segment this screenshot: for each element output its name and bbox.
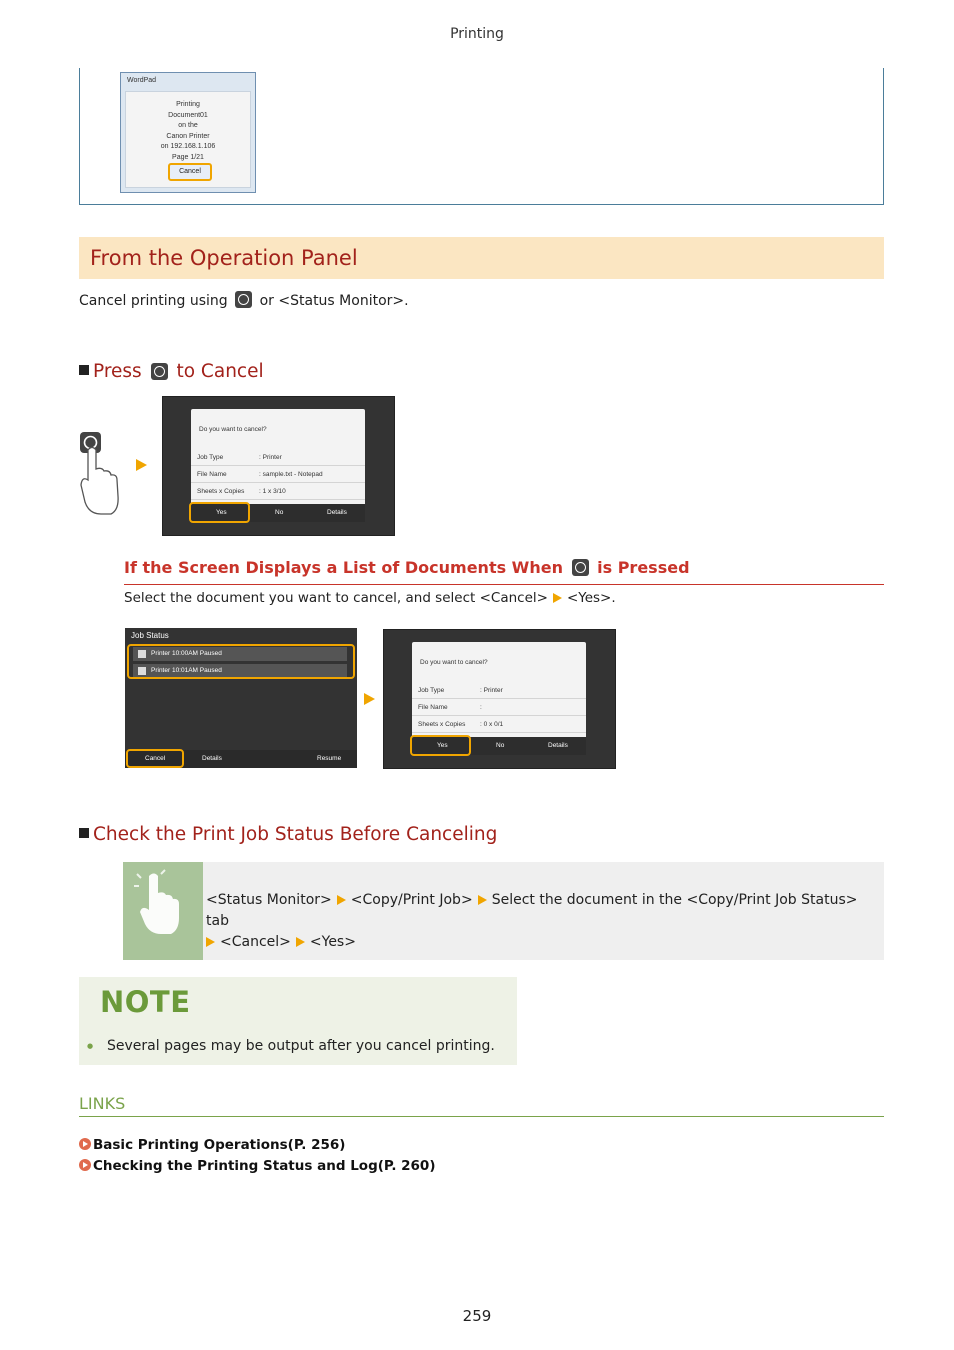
stop-icon: [572, 559, 589, 576]
wordpad-line: Canon Printer: [166, 132, 210, 140]
link-arrow-icon: [79, 1159, 91, 1171]
job-status-screen: [125, 628, 357, 768]
intro-text-2: or <Status Monitor>.: [259, 293, 409, 309]
arrow-right-icon: [337, 895, 346, 905]
job-row[interactable]: Printer 10:01AM Paused: [133, 664, 347, 678]
no-button[interactable]: No: [275, 509, 284, 516]
arrow-right-icon: [296, 937, 305, 947]
wordpad-dialog-body: [125, 91, 251, 188]
details-button[interactable]: Details: [327, 509, 347, 516]
yes-highlight: [189, 502, 250, 523]
link-basic-printing-operations[interactable]: Basic Printing Operations(P. 256): [79, 1137, 345, 1153]
intro-text-1: Cancel printing using: [79, 293, 228, 309]
job-row[interactable]: Printer 10:00AM Paused: [133, 647, 347, 661]
details-button[interactable]: Details: [548, 742, 568, 749]
list-instruction-text-2: <Yes>.: [566, 590, 616, 606]
intro-paragraph: [79, 291, 409, 309]
note-title: NOTE: [100, 985, 191, 1019]
press-to-cancel-heading: [79, 361, 264, 382]
wordpad-cancel-button: Cancel: [168, 163, 212, 181]
dialog-row: File Name :: [412, 700, 586, 716]
dialog-row: Job Type : Printer: [412, 683, 586, 699]
wordpad-line: Printing: [176, 101, 200, 108]
list-heading-text-1: If the Screen Displays a List of Documents When: [124, 558, 563, 577]
status-heading-text: Check the Print Job Status Before Canceling: [93, 824, 498, 845]
page-header: Printing: [450, 26, 504, 42]
cancel-button[interactable]: Cancel: [145, 755, 166, 762]
list-instruction-text-1: Select the document you want to cancel, and select <Cancel>: [124, 590, 548, 606]
arrow-right-icon: [478, 895, 487, 905]
arrow-right-icon: [136, 459, 147, 471]
list-instruction: [124, 590, 616, 606]
cancel-confirm-screen: [383, 629, 616, 769]
links-title: LINKS: [79, 1094, 884, 1117]
wordpad-line: Document01: [168, 111, 208, 119]
cancel-confirm-screen: [162, 396, 395, 536]
tap-hand-icon: [123, 862, 203, 960]
list-of-documents-heading: [124, 558, 884, 585]
note-box: [79, 977, 517, 1065]
yes-highlight: [410, 735, 471, 756]
section-bar: [79, 237, 884, 279]
link-arrow-icon: [79, 1138, 91, 1150]
operation-steps-box: [123, 862, 884, 960]
link-checking-printing-status[interactable]: Checking the Printing Status and Log(P. 260): [79, 1158, 436, 1174]
tap-hand-icon-panel: [123, 862, 203, 960]
press-heading-text-1: Press: [93, 361, 142, 382]
list-heading-text-2: is Pressed: [597, 558, 690, 577]
page-number: 259: [462, 1307, 492, 1325]
wordpad-printing-dialog: [120, 72, 256, 193]
cancel-question: Do you want to cancel?: [420, 659, 488, 666]
cancel-highlight: [126, 749, 184, 768]
square-bullet-icon: [79, 828, 89, 838]
job-status-title: Job Status: [131, 631, 169, 640]
cancel-question: Do you want to cancel?: [199, 426, 267, 433]
dialog-row: Sheets x Copies : 0 x 0/1: [412, 717, 586, 733]
stop-icon: [235, 291, 252, 308]
wordpad-line: Page 1/21: [172, 153, 204, 161]
operation-steps-text: <Status Monitor> <Copy/Print Job> Select the document in the <Copy/Print Job Status> tab <Cancel> <Yes>: [206, 892, 858, 950]
dialog-row: File Name : sample.txt - Notepad: [191, 467, 365, 483]
rows-highlight: [127, 644, 355, 679]
wordpad-line: on 192.168.1.106: [160, 143, 216, 150]
wordpad-dialog-title: WordPad: [127, 77, 157, 84]
yes-button[interactable]: Yes: [216, 509, 227, 516]
wordpad-line: on the: [178, 122, 198, 129]
check-status-heading: [79, 824, 497, 845]
dialog-row: Sheets x Copies : 1 x 3/10: [191, 484, 365, 500]
details-button[interactable]: Details: [202, 755, 222, 762]
dialog-row: Job Type : Printer: [191, 450, 365, 466]
note-item: ● Several pages may be output after you cancel printing.: [107, 1038, 495, 1054]
square-bullet-icon: [79, 365, 89, 375]
hand-pressing-stop-key-icon: [79, 430, 123, 518]
stop-icon: [151, 363, 168, 380]
yes-button[interactable]: Yes: [437, 742, 448, 749]
section-title: From the Operation Panel: [90, 246, 358, 270]
arrow-right-icon: [553, 593, 562, 603]
arrow-right-icon: [206, 937, 215, 947]
press-heading-text-2: to Cancel: [176, 361, 264, 382]
arrow-right-icon: [364, 693, 375, 705]
resume-button[interactable]: Resume: [317, 755, 342, 762]
no-button[interactable]: No: [496, 742, 505, 749]
